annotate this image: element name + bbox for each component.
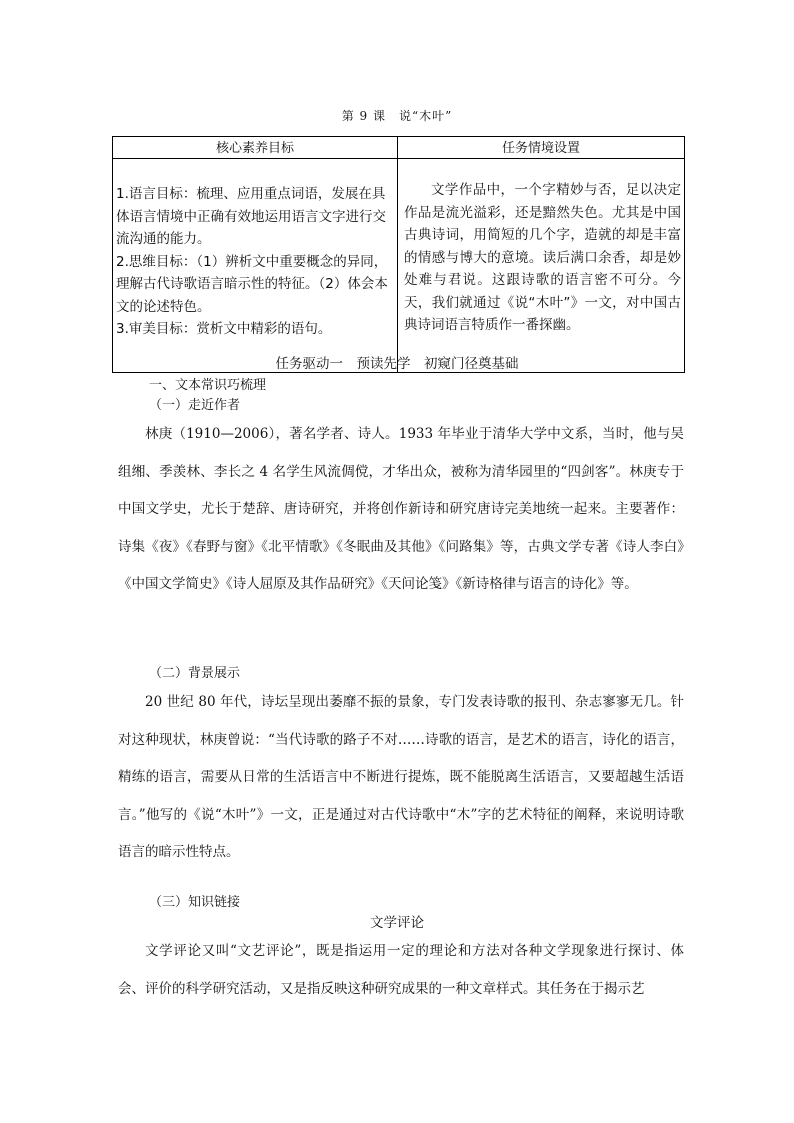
- goal-aesthetic: 3.审美目标：赏析文中精彩的语句。: [116, 321, 332, 337]
- part1-heading: 一、文本常识巧梳理: [149, 378, 267, 393]
- goal-thinking: 2.思维目标：（1）辨析文中重要概念的异同，理解古代诗歌语言暗示性的特征。（2）体会本文的论述特色。: [116, 253, 388, 315]
- goals-table: [112, 136, 685, 373]
- context-text: 文学作品中，一个字精妙与否，足以决定作品是流光溢彩，还是黯然失色。尤其是中国古典诗词，用简短的几个字，造就的却是丰富的情感与博大的意境。读后满口余香，却是妙处难与君说。这跟诗歌的语言密不可分。今天，我们就通过《说“木叶”》一文，对中国古典诗词语言特质作一番探幽。: [404, 182, 681, 333]
- goal-language: 1.语言目标：梳理、应用重点词语，发展在具体语言情境中正确有效地运用语言文字进行交流沟通的能力。: [116, 186, 386, 247]
- context-header: 任务情境设置: [398, 137, 685, 159]
- author-paragraph: 林庚（1910—2006），著名学者、诗人。1933 年毕业于清华大学中文系，当时，他与吴组缃、季羡林、李长之 4 名学生风流倜傥，才华出众，被称为清华园里的“四剑客”。林庚专于中国文学史，尤长于楚辞、唐诗研究，并将创作新诗和研究唐诗完美地统一起来。主要著作：诗集《夜》《春野与窗》《北平情歌》《冬眠曲及其他》《问路集》等，古典文学专著《诗人李白》《中国文学简史》《诗人屈原及其作品研究》《天问论笺》《新诗格律与语言的诗化》等。: [118, 426, 684, 592]
- lesson-title: 第 9 课 说“木叶”: [341, 109, 453, 123]
- task-heading: 任务驱动一 预读先学 初窥门径奠基础: [275, 356, 519, 372]
- link-title: 文学评论: [370, 915, 424, 931]
- background-paragraph: 20 世纪 80 年代，诗坛呈现出萎靡不振的景象，专门发表诗歌的报刊、杂志寥寥无几。针对这种现状，林庚曾说：“当代诗歌的路子不对……诗歌的语言，是艺术的语言，诗化的语言，精练的语言，需要从日常的生活语言中不断进行提炼，既不能脱离生活语言，又要超越生活语言。”他写的《说“木叶”》一文，正是通过对古代诗歌中“木”字的艺术特征的阐释，来说明诗歌语言的暗示性特点。: [118, 694, 684, 860]
- goals-header: 核心素养目标: [113, 137, 398, 159]
- sub2-heading: （二）背景展示: [149, 666, 241, 681]
- context-cell: [398, 159, 685, 373]
- link-paragraph: 文学评论又叫“文艺评论”，既是指运用一定的理论和方法对各种文学现象进行探讨、体会、评价的科学研究活动，又是指反映这种研究成果的一种文章样式。其任务在于揭示艺: [118, 943, 684, 997]
- sub3-heading: （三）知识链接: [149, 895, 241, 910]
- goals-cell: [113, 159, 398, 373]
- sub1-heading: （一）走近作者: [149, 398, 241, 413]
